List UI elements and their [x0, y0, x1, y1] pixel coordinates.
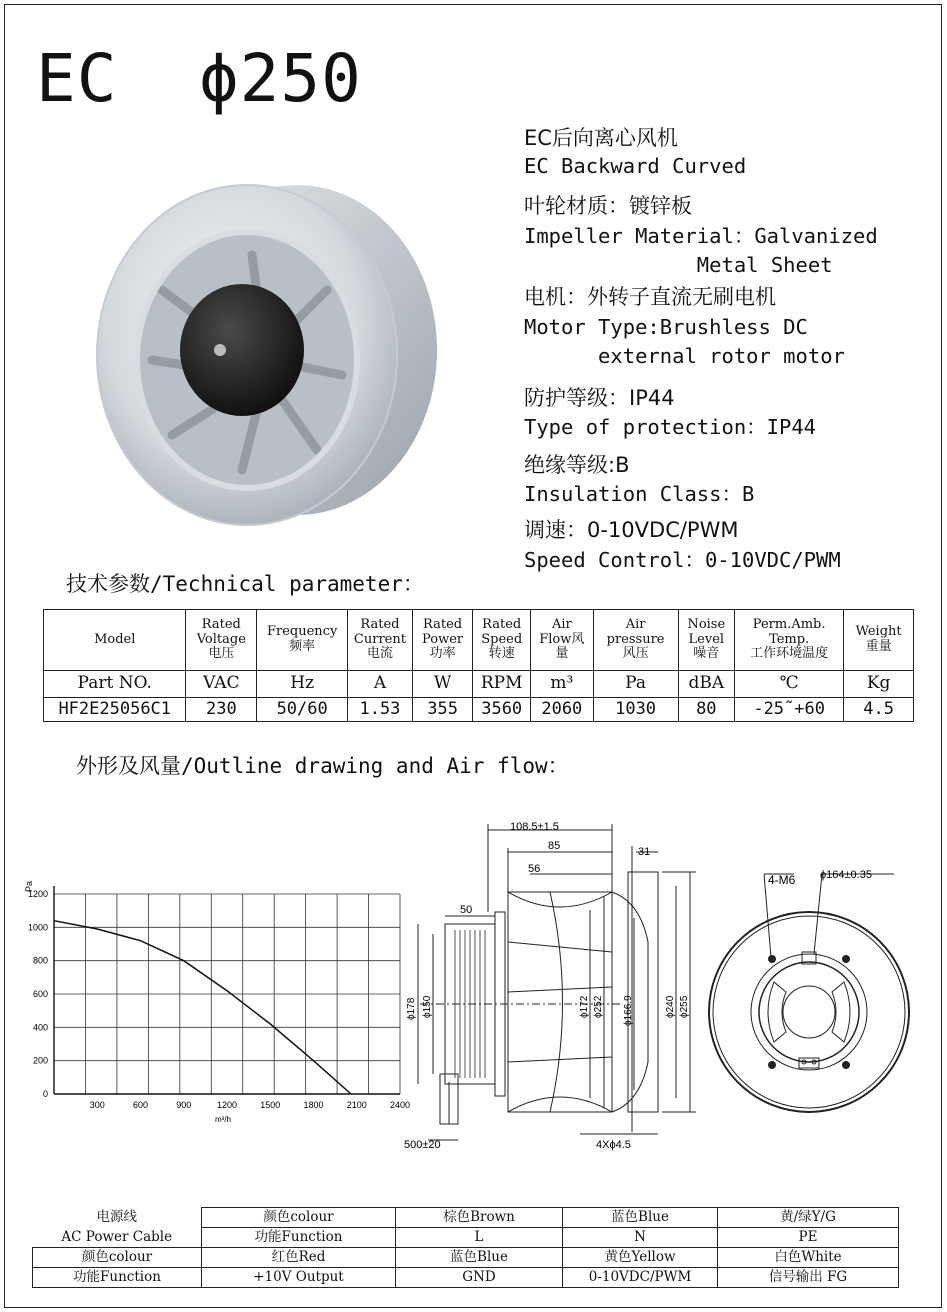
chart-y-tick-label: 800 — [32, 955, 48, 966]
tech-values-cell: 3560 — [473, 698, 531, 722]
tech-header-line: Speed — [481, 631, 523, 647]
tech-header-line: Frequency — [266, 624, 338, 640]
spec-line: 电机：外转子直流无刷电机 — [524, 285, 776, 309]
dim-width-overall: 108.5±1.5 — [510, 821, 559, 833]
tech-header-cell — [593, 610, 678, 671]
tech-values-cell: 230 — [186, 698, 257, 722]
tech-header-line: Rated — [423, 616, 463, 632]
spec-line: 防护等级：IP44 — [524, 386, 675, 410]
cable-row — [33, 1248, 899, 1268]
spec-line: Motor Type:Brushless DC — [524, 315, 808, 339]
tech-header-cell — [678, 610, 735, 671]
tech-header-cell — [473, 610, 531, 671]
tech-units-cell: m³ — [531, 671, 594, 698]
tech-header-line: 重量 — [865, 639, 892, 654]
tech-header-line: Rated — [482, 616, 522, 632]
cable-cell: 功能Function — [33, 1268, 202, 1288]
cable-cell: 颜色colour — [33, 1248, 202, 1268]
cable-cell: AC Power Cable — [33, 1228, 202, 1248]
dim-cable-length: 500±20 — [404, 1139, 441, 1151]
chart-x-tick-label: 1800 — [303, 1100, 324, 1110]
tech-header-line: Perm.Amb. — [752, 616, 826, 632]
chart-y-tick-label: 600 — [32, 989, 48, 999]
chart-x-tick-label: 2100 — [346, 1100, 367, 1110]
dia-255: ϕ255 — [679, 995, 690, 1018]
cable-cell: +10V Output — [202, 1268, 396, 1288]
dia-150: ϕ150 — [422, 995, 433, 1018]
chart-y-tick-label: 0 — [42, 1089, 48, 1099]
spec-line: Type of protection：IP44 — [524, 415, 817, 439]
chart-y-tick-label: 1200 — [27, 889, 48, 899]
tech-param-table — [43, 609, 914, 722]
tech-header-cell — [735, 610, 844, 671]
dim-bolt-circle: ϕ164±0.35 — [820, 869, 872, 881]
tech-header-cell — [531, 610, 594, 671]
tech-header-line: Noise — [687, 616, 726, 632]
tech-header-row — [44, 610, 914, 671]
tech-header-line: 频率 — [289, 639, 316, 654]
tech-values-cell: 2060 — [531, 698, 594, 722]
cable-cell: 信号输出 FG — [718, 1268, 899, 1288]
tech-values-cell: 50/60 — [257, 698, 348, 722]
cable-cell: 红色Red — [202, 1248, 396, 1268]
tech-values-cell: 355 — [412, 698, 473, 722]
tech-values-cell: 1030 — [593, 698, 678, 722]
spec-line: EC Backward Curved — [524, 154, 747, 178]
air-flow-chart — [18, 862, 411, 1132]
cable-table — [32, 1207, 899, 1288]
chart-x-tick-label: 900 — [176, 1100, 192, 1110]
dia-172: ϕ172 — [579, 995, 590, 1018]
tech-values-cell: 80 — [678, 698, 735, 722]
cable-cell: L — [396, 1228, 563, 1248]
tech-header-cell — [44, 610, 186, 671]
cable-cell: 电源线 — [33, 1208, 202, 1228]
product-title: EC ϕ250 — [36, 40, 362, 117]
tech-values-cell: -25˜+60 — [735, 698, 844, 722]
tech-header-cell — [348, 610, 413, 671]
chart-y-tick-label: 200 — [32, 1055, 48, 1066]
tech-header-line: 电压 — [208, 646, 235, 662]
tech-header-cell — [186, 610, 257, 671]
tech-header-line: Current — [353, 631, 406, 647]
chart-series-line — [54, 921, 351, 1094]
tech-header-line: Model — [94, 631, 136, 647]
cable-cell: 蓝色Blue — [563, 1208, 718, 1228]
dim-4-m6: 4-M6 — [768, 873, 796, 887]
spec-line: Impeller Material：Galvanized — [524, 224, 878, 248]
outline-drawing-side — [400, 812, 700, 1162]
spec-line: EC后向离心风机 — [524, 126, 678, 150]
tech-header-line: Voltage — [196, 631, 246, 647]
tech-header-line: 量 — [555, 646, 569, 662]
tech-header-cell — [412, 610, 473, 671]
chart-x-tick-label: 300 — [89, 1100, 105, 1110]
tech-values-row — [44, 698, 914, 722]
cable-cell: 棕色Brown — [396, 1208, 563, 1228]
tech-units-cell: Part NO. — [44, 671, 186, 698]
dim-56: 56 — [528, 863, 541, 875]
spec-line: 叶轮材质：镀锌板 — [524, 194, 692, 218]
cable-cell: 颜色colour — [202, 1208, 396, 1228]
spec-line: external rotor motor — [524, 344, 845, 368]
chart-x-tick-label: 2400 — [389, 1100, 411, 1110]
tech-header-line: Level — [688, 631, 725, 647]
chart-y-tick-label: 400 — [32, 1022, 48, 1033]
tech-header-line: Temp. — [769, 631, 810, 647]
tech-units-cell: VAC — [186, 671, 257, 698]
spec-line: Insulation Class：B — [524, 482, 755, 506]
tech-header-line: 转速 — [488, 646, 515, 662]
cable-cell: 0-10VDC/PWM — [563, 1268, 718, 1288]
tech-values-cell: 1.53 — [348, 698, 413, 722]
tech-header-line: 电流 — [366, 646, 393, 662]
tech-units-cell: Hz — [257, 671, 348, 698]
tech-header-line: Weight — [855, 624, 902, 640]
tech-header-line: Rated — [360, 616, 400, 632]
dim-31: 31 — [638, 846, 651, 858]
cable-cell: 黄/绿Y/G — [718, 1208, 899, 1228]
dia-252: ϕ252 — [593, 995, 604, 1018]
tech-values-cell: 4.5 — [844, 698, 914, 722]
tech-header-cell — [844, 610, 914, 671]
spec-line: Metal Sheet — [524, 253, 833, 277]
dim-mount-holes: 4Xϕ4.5 — [596, 1139, 631, 1151]
cable-cell: N — [563, 1228, 718, 1248]
dim-85: 85 — [548, 840, 561, 852]
dia-166-9: ϕ166.9 — [623, 995, 634, 1026]
chart-x-axis-label: m³/h — [215, 1115, 231, 1124]
tech-header-line: Flow风 — [539, 631, 585, 647]
tech-header-line: Air — [551, 616, 572, 632]
tech-units-cell: dBA — [678, 671, 735, 698]
tech-header-line: 噪音 — [693, 646, 720, 662]
dia-178: ϕ178 — [406, 997, 417, 1020]
spec-line: 绝缘等级:B — [524, 453, 630, 477]
tech-units-row — [44, 671, 914, 698]
tech-header-cell — [257, 610, 348, 671]
tech-header-line: Rated — [201, 616, 241, 632]
tech-units-cell: RPM — [473, 671, 531, 698]
chart-x-tick-label: 1200 — [216, 1100, 238, 1110]
dia-240: ϕ240 — [665, 995, 676, 1018]
cable-cell: PE — [718, 1228, 899, 1248]
chart-x-tick-label: 600 — [132, 1100, 149, 1110]
tech-units-cell: W — [412, 671, 473, 698]
chart-y-tick-label: 1000 — [27, 922, 48, 933]
spec-line: 调速：0-10VDC/PWM — [524, 518, 739, 542]
cable-cell: 黄色Yellow — [563, 1248, 718, 1268]
tech-values-cell: HF2E25056C1 — [44, 698, 186, 722]
cable-cell: 白色White — [718, 1248, 899, 1268]
tech-units-cell: ℃ — [735, 671, 844, 698]
cable-cell: 蓝色Blue — [396, 1248, 563, 1268]
tech-header-line: Power — [422, 631, 464, 647]
outline-drawing-front — [704, 862, 914, 1092]
dim-50: 50 — [460, 904, 473, 916]
tech-header-line: 风压 — [622, 646, 649, 662]
cable-row — [33, 1268, 899, 1288]
chart-y-axis-label: Pa — [24, 880, 34, 892]
tech-header-line: 功率 — [429, 646, 456, 662]
tech-units-cell: Pa — [593, 671, 678, 698]
cable-cell: 功能Function — [202, 1228, 396, 1248]
cable-row — [33, 1228, 899, 1248]
tech-units-cell: Kg — [844, 671, 914, 698]
cable-cell: GND — [396, 1268, 563, 1288]
tech-header-line: 工作环境温度 — [750, 646, 829, 662]
tech-header-line: Air — [625, 616, 646, 632]
fan-photo — [92, 160, 442, 540]
tech-header-line: pressure — [606, 631, 665, 647]
tech-param-heading: 技术参数/Technical parameter： — [66, 572, 424, 596]
tech-units-cell: A — [348, 671, 413, 698]
spec-line: Speed Control：0-10VDC/PWM — [524, 548, 841, 572]
cable-row — [33, 1208, 899, 1228]
outline-heading: 外形及风量/Outline drawing and Air flow： — [76, 754, 569, 778]
chart-x-tick-label: 1500 — [260, 1100, 281, 1110]
